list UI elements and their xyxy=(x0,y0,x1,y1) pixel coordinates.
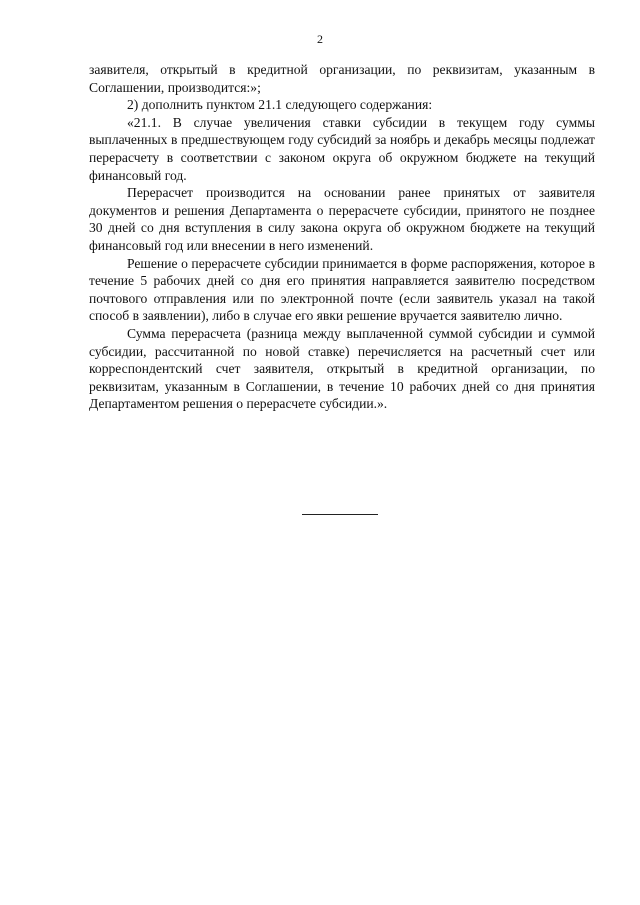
end-of-text-rule xyxy=(302,514,378,515)
paragraph-recalculation-decision: Решение о перерасчете субсидии принимается в форме распоряжения, которое в течение 5 рабочих дней со дня его принятия направляется заявителю посредством почтового отправления или по электронной почте (если заявитель указал на такой способ в заявлении), либо в случае его явки решение вручается заявителю лично. xyxy=(89,255,595,324)
paragraph-amendment-item-2: 2) дополнить пунктом 21.1 следующего содержания: xyxy=(127,97,433,113)
page-number: 2 xyxy=(317,32,323,46)
document-body xyxy=(89,61,595,413)
paragraph-clause-21-1: «21.1. В случае увеличения ставки субсидии в текущем году суммы выплаченных в предшествующем году субсидий за ноябрь и декабрь месяцы подлежат перерасчету в соответствии с законом округа об окружном бюджете на текущий финансовый год. xyxy=(89,114,595,183)
paragraph-recalculation-amount: Сумма перерасчета (разница между выплаченной суммой субсидии и суммой субсидии, рассчитанной по новой ставке) перечисляется на расчетный счет или корреспондентский счет заявителя, открытый в кредитной организации, по реквизитам, указанным в Соглашении, в течение 10 рабочих дней со дня принятия Департаментом решения о перерасчете субсидии.». xyxy=(89,325,595,412)
paragraph-continuation: заявителя, открытый в кредитной организации, по реквизитам, указанным в Соглашении, производится:»; xyxy=(89,62,595,95)
paragraph-recalculation-basis: Перерасчет производится на основании ранее принятых от заявителя документов и решения Департамента о перерасчете субсидии, принятого не позднее 30 дней со дня вступления в силу закона округа об окружном бюджете на текущий финансовый год или внесении в него изменений. xyxy=(89,185,595,253)
